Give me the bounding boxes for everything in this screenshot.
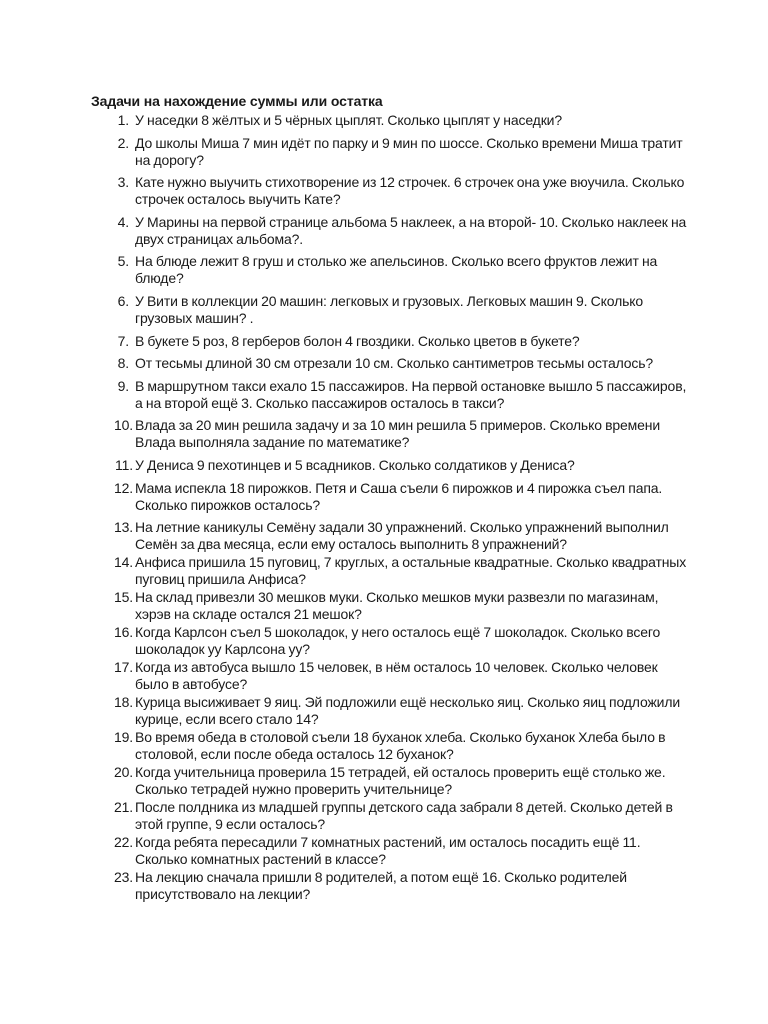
item-number: 17. xyxy=(113,659,133,676)
item-text: Когда из автобуса вышло 15 человек, в нём осталось 10 человек. Сколько человек было в автобусе? xyxy=(135,659,658,693)
item-text: У наседки 8 жёлтых и 5 чёрных цыплят. Сколько цыплят у наседки? xyxy=(135,112,562,128)
list-item xyxy=(91,729,691,763)
list-item xyxy=(91,293,691,327)
item-number: 19. xyxy=(113,729,133,746)
item-text: От тесьмы длиной 30 см отрезали 10 см. Сколько сантиметров тесьмы осталось? xyxy=(135,355,654,372)
item-number: 22. xyxy=(113,834,133,851)
item-number: 13. xyxy=(113,519,133,536)
list-item xyxy=(91,519,691,553)
item-number: 5. xyxy=(117,253,129,270)
item-number: 3. xyxy=(117,174,129,191)
list-item xyxy=(91,480,691,514)
list-item xyxy=(91,417,691,451)
item-text: На склад привезли 30 мешков муки. Сколько мешков муки развезли по магазинам, хэрэв на складе остался 21 мешок? xyxy=(135,589,659,623)
item-number: 8. xyxy=(117,355,129,372)
item-number: 21. xyxy=(113,799,133,816)
item-number: 15. xyxy=(113,589,133,606)
list-item xyxy=(91,659,691,693)
list-item xyxy=(91,799,691,833)
item-text: На лекцию сначала пришли 8 родителей, а потом ещё 16. Сколько родителей присутствовало на лекции? xyxy=(135,869,627,903)
document-title: Задачи на нахождение суммы или остатка xyxy=(91,93,383,109)
item-text: Курица высиживает 9 яиц. Эй подложили ещё несколько яиц. Сколько яиц подложили курице, если всего стало 14? xyxy=(135,694,681,728)
item-number: 18. xyxy=(113,694,133,711)
item-text: У Марины на первой странице альбома 5 наклеек, а на второй- 10. Сколько наклеек на двух страницах альбома?. xyxy=(135,213,687,247)
list-item xyxy=(91,378,691,412)
item-text: Влада за 20 мин решила задачу и за 10 мин решила 5 примеров. Сколько времени Влада выполняла задание по математике? xyxy=(135,417,660,451)
item-text: Когда учительница проверила 15 тетрадей, ей осталось проверить ещё столько же. Сколько тетрадей нужно проверить учительнице? xyxy=(135,764,666,798)
list-item xyxy=(91,253,691,287)
list-item xyxy=(91,554,691,588)
item-text: Кате нужно выучить стихотворение из 12 строчек. 6 строчек она уже вюучила. Сколько строчек осталось выучить Кате? xyxy=(135,174,685,208)
item-text: В букете 5 роз, 8 герберов болон 4 гвоздики. Сколько цветов в букете? xyxy=(135,332,580,349)
item-text: У Дениса 9 пехотинцев и 5 всадников. Сколько солдатиков у Дениса? xyxy=(135,456,575,473)
list-item xyxy=(91,214,691,248)
item-number: 12. xyxy=(113,479,133,496)
list-item xyxy=(91,694,691,728)
item-number: 11. xyxy=(115,456,133,473)
item-text: После полдника из младшей группы детского сада забрали 8 детей. Сколько детей в этой группе, 9 если осталось? xyxy=(135,799,673,833)
item-text: Мама испекла 18 пирожков. Петя и Саша съели 6 пирожков и 4 пирожка съел папа. Сколько пирожков осталось? xyxy=(135,479,663,513)
list-item xyxy=(91,457,691,474)
list-item xyxy=(91,355,691,372)
item-number: 16. xyxy=(113,624,133,641)
item-number: 2. xyxy=(117,134,129,151)
list-item xyxy=(91,834,691,868)
list-item xyxy=(91,764,691,798)
task-list xyxy=(91,112,691,904)
list-item xyxy=(91,112,691,129)
item-number: 1. xyxy=(117,112,129,128)
list-item xyxy=(91,135,691,169)
item-number: 9. xyxy=(117,377,129,394)
item-number: 4. xyxy=(117,213,129,230)
item-text: Во время обеда в столовой съели 18 буханок хлеба. Сколько буханок Хлеба было в столовой, если после обеда осталось 12 буханок? xyxy=(135,729,666,763)
list-item xyxy=(91,589,691,623)
item-text: У Вити в коллекции 20 машин: легковых и грузовых. Легковых машин 9. Сколько грузовых машин? . xyxy=(135,292,644,326)
item-number: 20. xyxy=(113,764,133,781)
item-text: На блюде лежит 8 груш и столько же апельсинов. Сколько всего фруктов лежит на блюде? xyxy=(135,253,658,287)
list-item xyxy=(91,869,691,903)
list-item xyxy=(91,333,691,350)
item-number: 23. xyxy=(113,869,133,886)
item-text: Анфиса пришила 15 пуговиц, 7 круглых, а остальные квадратные. Сколько квадратных пуговиц пришила Анфиса? xyxy=(135,554,687,588)
item-text: Когда ребята пересадили 7 комнатных растений, им осталось посадить ещё 11. Сколько комнатных растений в классе? xyxy=(135,834,641,868)
item-number: 10. xyxy=(113,417,133,434)
list-item xyxy=(91,174,691,208)
item-number: 6. xyxy=(117,292,129,309)
list-item xyxy=(91,624,691,658)
item-text: На летние каникулы Семёну задали 30 упражнений. Сколько упражнений выполнил Семён за два месяца, если ему осталось выполнить 8 упражнений? xyxy=(135,519,669,553)
item-number: 14. xyxy=(113,554,133,571)
item-number: 7. xyxy=(117,332,129,349)
item-text: В маршрутном такси ехало 15 пассажиров. На первой остановке вышло 5 пассажиров, а на второй ещё 3. Сколько пассажиров осталось в такси? xyxy=(135,377,687,411)
item-text: Когда Карлсон съел 5 шоколадок, у него осталось ещё 7 шоколадок. Сколько всего шоколадок уу Карлсона уу? xyxy=(135,624,661,658)
item-text: До школы Миша 7 мин идёт по парку и 9 мин по шоссе. Сколько времени Миша тратит на дорогу? xyxy=(135,134,683,168)
